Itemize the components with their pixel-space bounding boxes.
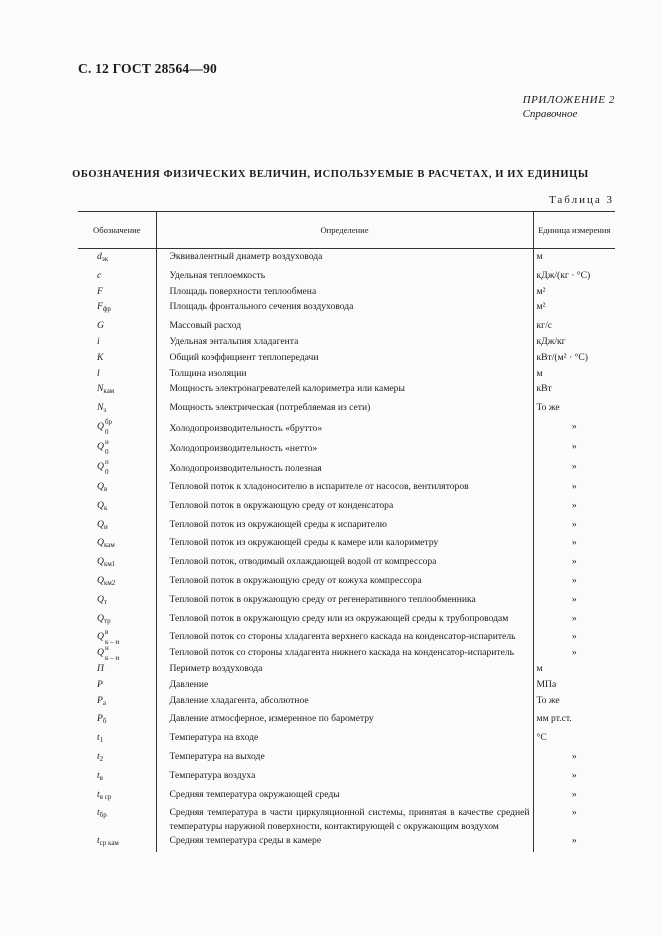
symbol-base: t bbox=[97, 788, 100, 800]
symbol-indices bbox=[104, 417, 118, 436]
unit-cell: м² bbox=[536, 285, 546, 297]
table-row bbox=[78, 730, 615, 749]
symbol-cell bbox=[78, 573, 156, 592]
symbol-cell bbox=[78, 479, 156, 498]
definition-cell: Тепловой поток в окружающую среду от кожуха компрессора bbox=[156, 573, 533, 592]
symbol-subscript: эк bbox=[101, 255, 109, 263]
symbol-cell bbox=[78, 334, 156, 350]
symbol-subscript: 1 bbox=[99, 736, 104, 745]
symbol-base: Q bbox=[97, 460, 104, 472]
unit-cell: мм рт.ст. bbox=[536, 713, 572, 725]
table-row bbox=[78, 366, 615, 382]
table-row bbox=[78, 517, 615, 536]
symbol-cell bbox=[78, 677, 156, 693]
unit-cell: » bbox=[571, 420, 577, 432]
unit-cell: » bbox=[571, 807, 577, 819]
definition-cell: Удельная теплоемкость bbox=[156, 268, 533, 284]
symbol-cell bbox=[78, 400, 156, 419]
table-row bbox=[78, 645, 615, 661]
definition-cell: Тепловой поток в окружающую среду от регенеративного теплообменника bbox=[156, 592, 533, 611]
symbol-subscript: 0 bbox=[104, 447, 109, 456]
unit-cell: м² bbox=[536, 301, 546, 313]
table-row bbox=[78, 299, 615, 318]
unit-cell: кг/с bbox=[536, 320, 553, 332]
symbol-subscript: и bbox=[103, 522, 108, 531]
symbol-subscript: ср кам bbox=[99, 839, 119, 848]
symbol-cell bbox=[78, 554, 156, 573]
symbol-base: Q bbox=[97, 556, 104, 568]
symbol-subscript: э bbox=[103, 406, 107, 415]
table-row bbox=[78, 768, 615, 787]
table-row bbox=[78, 439, 615, 459]
symbol-cell bbox=[78, 268, 156, 284]
symbol-cell bbox=[78, 350, 156, 366]
symbol-base: K bbox=[97, 351, 104, 363]
symbol-indices bbox=[104, 437, 118, 456]
symbol-base: F bbox=[97, 285, 103, 297]
symbol-base: P bbox=[97, 678, 103, 690]
definition-cell: Площадь фронтального сечения воздуховода bbox=[156, 299, 533, 318]
definition-cell: Толщина изоляции bbox=[156, 366, 533, 382]
symbol-base: P bbox=[97, 694, 103, 706]
unit-cell: » bbox=[571, 556, 577, 568]
unit-cell: м bbox=[536, 367, 543, 379]
symbol-base: Q bbox=[97, 518, 104, 530]
symbol-subscript: 0 bbox=[104, 427, 109, 436]
symbol-base: P bbox=[97, 713, 103, 725]
symbol-base: Q bbox=[97, 631, 104, 643]
table-row bbox=[78, 554, 615, 573]
symbol-superscript: бр bbox=[104, 417, 112, 426]
symbol-indices bbox=[104, 644, 120, 663]
symbol-base: d bbox=[97, 251, 102, 262]
symbol-cell bbox=[78, 535, 156, 554]
definition-cell: Мощность электрическая (потребляемая из сети) bbox=[156, 400, 533, 419]
symbol-subscript: км2 bbox=[103, 578, 116, 587]
definition-cell: Периметр воздуховода bbox=[156, 661, 533, 677]
definition-cell: Тепловой поток в окружающую среду или из окружающей среды к трубопроводам bbox=[156, 611, 533, 630]
symbol-base: N bbox=[97, 402, 104, 414]
definition-cell: Общий коэффициент теплопередачи bbox=[156, 350, 533, 366]
definition-cell: Тепловой поток со стороны хладагента нижнего каскада на конденсатор-испаритель bbox=[156, 645, 533, 661]
symbol-cell bbox=[78, 611, 156, 630]
unit-cell: » bbox=[571, 593, 577, 605]
symbol-base: G bbox=[97, 320, 104, 332]
symbol-cell bbox=[78, 419, 156, 439]
definition-cell: Мощность электронагревателей калориметра или камеры bbox=[156, 381, 533, 400]
definition-cell: Давление bbox=[156, 677, 533, 693]
table-row bbox=[78, 459, 615, 479]
symbol-base: Q bbox=[97, 480, 104, 492]
symbol-subscript: бр bbox=[99, 811, 107, 820]
symbol-base: Q bbox=[97, 420, 104, 432]
page-header: С. 12 ГОСТ 28564—90 bbox=[78, 61, 217, 76]
table-row bbox=[78, 419, 615, 439]
unit-cell: МПа bbox=[536, 678, 557, 690]
symbol-cell bbox=[78, 299, 156, 318]
symbol-cell bbox=[78, 833, 156, 852]
symbol-cell bbox=[78, 787, 156, 806]
symbol-subscript: тр bbox=[103, 616, 111, 625]
definition-cell: Температура воздуха bbox=[156, 768, 533, 787]
table-row bbox=[78, 573, 615, 592]
unit-cell: То же bbox=[536, 402, 560, 414]
table-row bbox=[78, 787, 615, 806]
unit-cell: м bbox=[536, 251, 543, 262]
symbol-subscript: а bbox=[102, 698, 106, 707]
symbol-superscript: в bbox=[104, 628, 109, 637]
table-row bbox=[78, 381, 615, 400]
symbol-base: t bbox=[97, 835, 100, 847]
definition-cell: Средняя температура окружающей среды bbox=[156, 787, 533, 806]
unit-cell: То же bbox=[536, 694, 560, 706]
unit-cell: » bbox=[571, 788, 577, 800]
definition-cell: Тепловой поток со стороны хладагента верхнего каскада на конденсатор-испаритель bbox=[156, 629, 533, 645]
symbol-subscript: фр bbox=[102, 305, 111, 314]
definition-cell: Тепловой поток к хладоносителю в испарителе от насосов, вентиляторов bbox=[156, 479, 533, 498]
symbol-base: П bbox=[97, 662, 104, 674]
symbol-base: l bbox=[97, 367, 100, 379]
column-header-symbol: Обозначение bbox=[78, 212, 156, 249]
table-row bbox=[78, 805, 615, 833]
table-header-row bbox=[78, 212, 615, 249]
symbol-base: Q bbox=[97, 574, 104, 586]
table-row bbox=[78, 268, 615, 284]
appendix-title: ПРИЛОЖЕНИЕ 2 bbox=[522, 94, 615, 106]
table-row bbox=[78, 400, 615, 419]
unit-cell: » bbox=[571, 460, 577, 472]
symbol-subscript: к bbox=[103, 503, 108, 512]
unit-cell: кВт bbox=[536, 383, 552, 395]
table-row bbox=[78, 693, 615, 712]
symbol-cell bbox=[78, 517, 156, 536]
symbol-subscript: б bbox=[102, 717, 107, 726]
unit-cell: » bbox=[571, 537, 577, 549]
definition-cell: Давление хладагента, абсолютное bbox=[156, 693, 533, 712]
definition-cell: Эквивалентный диаметр воздуховода bbox=[156, 249, 533, 268]
definition-cell: Массовый расход bbox=[156, 318, 533, 334]
symbol-cell bbox=[78, 645, 156, 661]
unit-cell: » bbox=[571, 631, 577, 643]
definition-cell: Тепловой поток, отводимый охлаждающей водой от компрессора bbox=[156, 554, 533, 573]
symbol-base: Q bbox=[97, 593, 104, 605]
definition-cell: Температура на выходе bbox=[156, 749, 533, 768]
symbol-base: Q bbox=[97, 537, 104, 549]
definition-cell: Площадь поверхности теплообмена bbox=[156, 284, 533, 300]
symbol-base: F bbox=[97, 301, 103, 313]
table-row bbox=[78, 749, 615, 768]
definition-cell: Тепловой поток из окружающей среды к камере или калориметру bbox=[156, 535, 533, 554]
symbol-superscript: н bbox=[104, 644, 109, 653]
table-row bbox=[78, 535, 615, 554]
table-row bbox=[78, 661, 615, 677]
unit-cell: » bbox=[571, 518, 577, 530]
unit-cell: » bbox=[571, 647, 577, 659]
symbol-cell bbox=[78, 768, 156, 787]
symbols-table bbox=[78, 211, 615, 852]
symbol-subscript: 0 bbox=[104, 467, 109, 476]
symbol-base: Q bbox=[97, 440, 104, 452]
symbol-cell bbox=[78, 711, 156, 730]
unit-cell: кВт/(м² · °С) bbox=[536, 351, 588, 363]
symbol-subscript: кам bbox=[103, 541, 115, 550]
table-row bbox=[78, 318, 615, 334]
symbol-subscript: кам bbox=[103, 387, 115, 396]
table-row bbox=[78, 498, 615, 517]
document-title: ОБОЗНАЧЕНИЯ ФИЗИЧЕСКИХ ВЕЛИЧИН, ИСПОЛЬЗУЕМЫЕ В РАСЧЕТАХ, И ИХ ЕДИНИЦЫ bbox=[72, 169, 589, 180]
appendix-label bbox=[523, 93, 615, 121]
table-row bbox=[78, 711, 615, 730]
symbol-cell bbox=[78, 249, 156, 268]
symbol-base: i bbox=[97, 335, 100, 347]
symbol-superscript: п bbox=[104, 457, 109, 466]
symbol-superscript: н bbox=[104, 437, 109, 446]
table-row bbox=[78, 334, 615, 350]
table-row bbox=[78, 592, 615, 611]
definition-cell: Тепловой поток из окружающей среды к испарителю bbox=[156, 517, 533, 536]
unit-cell: » bbox=[571, 480, 577, 492]
unit-cell: » bbox=[571, 769, 577, 781]
unit-cell: » bbox=[571, 499, 577, 511]
unit-cell: » bbox=[571, 612, 577, 624]
unit-cell: кДж/(кг · °С) bbox=[536, 269, 591, 281]
symbol-cell bbox=[78, 730, 156, 749]
symbol-cell bbox=[78, 749, 156, 768]
symbol-base: t bbox=[97, 807, 100, 819]
unit-cell: » bbox=[571, 835, 577, 847]
symbol-subscript: к – и bbox=[104, 654, 120, 663]
definition-cell: Давление атмосферное, измеренное по барометру bbox=[156, 711, 533, 730]
table-row bbox=[78, 677, 615, 693]
symbol-cell bbox=[78, 498, 156, 517]
table-row bbox=[78, 350, 615, 366]
symbol-cell bbox=[78, 439, 156, 459]
unit-cell: » bbox=[571, 574, 577, 586]
column-header-definition: Определение bbox=[156, 212, 533, 249]
table-row bbox=[78, 249, 615, 268]
symbol-subscript: в ср bbox=[99, 792, 112, 801]
symbol-base: c bbox=[97, 269, 102, 281]
table-row bbox=[78, 479, 615, 498]
symbol-cell bbox=[78, 459, 156, 479]
symbol-cell bbox=[78, 366, 156, 382]
definition-cell: Тепловой поток в окружающую среду от конденсатора bbox=[156, 498, 533, 517]
symbol-subscript: в bbox=[99, 773, 103, 782]
symbol-indices bbox=[104, 457, 118, 476]
symbol-subscript: км1 bbox=[103, 560, 116, 569]
table-row bbox=[78, 284, 615, 300]
unit-cell: » bbox=[571, 750, 577, 762]
column-header-unit: Единица измерения bbox=[533, 212, 615, 249]
definition-cell: Средняя температура среды в камере bbox=[156, 833, 533, 852]
symbol-subscript: к – и bbox=[104, 638, 120, 647]
definition-cell: Холодопроизводительность «брутто» bbox=[156, 419, 533, 439]
table-caption: Таблица 3 bbox=[548, 194, 614, 206]
symbol-subscript: т bbox=[103, 597, 107, 606]
unit-cell: °С bbox=[536, 732, 547, 744]
symbol-cell bbox=[78, 381, 156, 400]
symbol-cell bbox=[78, 629, 156, 645]
symbol-cell bbox=[78, 592, 156, 611]
symbol-base: Q bbox=[97, 647, 104, 659]
symbol-base: Q bbox=[97, 499, 104, 511]
definition-cell: Удельная энтальпия хладагента bbox=[156, 334, 533, 350]
definition-cell: Холодопроизводительность «нетто» bbox=[156, 439, 533, 459]
symbol-base: t bbox=[97, 769, 100, 781]
table-row bbox=[78, 629, 615, 645]
definition-cell: Средняя температура в части циркуляционной системы, принятая в качестве средней температуры наружной поверхности, контактирующей с окружающим воздухом bbox=[156, 805, 533, 833]
symbol-base: N bbox=[97, 383, 104, 395]
symbol-subscript: 2 bbox=[99, 754, 104, 763]
table-row bbox=[78, 611, 615, 630]
unit-cell: » bbox=[571, 440, 577, 452]
table-row bbox=[78, 833, 615, 852]
symbol-cell bbox=[78, 284, 156, 300]
symbol-cell bbox=[78, 693, 156, 712]
symbol-base: t bbox=[97, 750, 100, 762]
symbol-subscript: в bbox=[103, 484, 108, 493]
definition-cell: Холодопроизводительность полезная bbox=[156, 459, 533, 479]
unit-cell: м bbox=[536, 662, 543, 674]
symbol-base: Q bbox=[97, 612, 104, 624]
symbol-base: t bbox=[97, 732, 100, 744]
symbol-cell bbox=[78, 318, 156, 334]
appendix-subtitle: Справочное bbox=[522, 108, 578, 120]
symbol-cell bbox=[78, 805, 156, 833]
definition-cell: Температура на входе bbox=[156, 730, 533, 749]
unit-cell: кДж/кг bbox=[536, 335, 566, 347]
